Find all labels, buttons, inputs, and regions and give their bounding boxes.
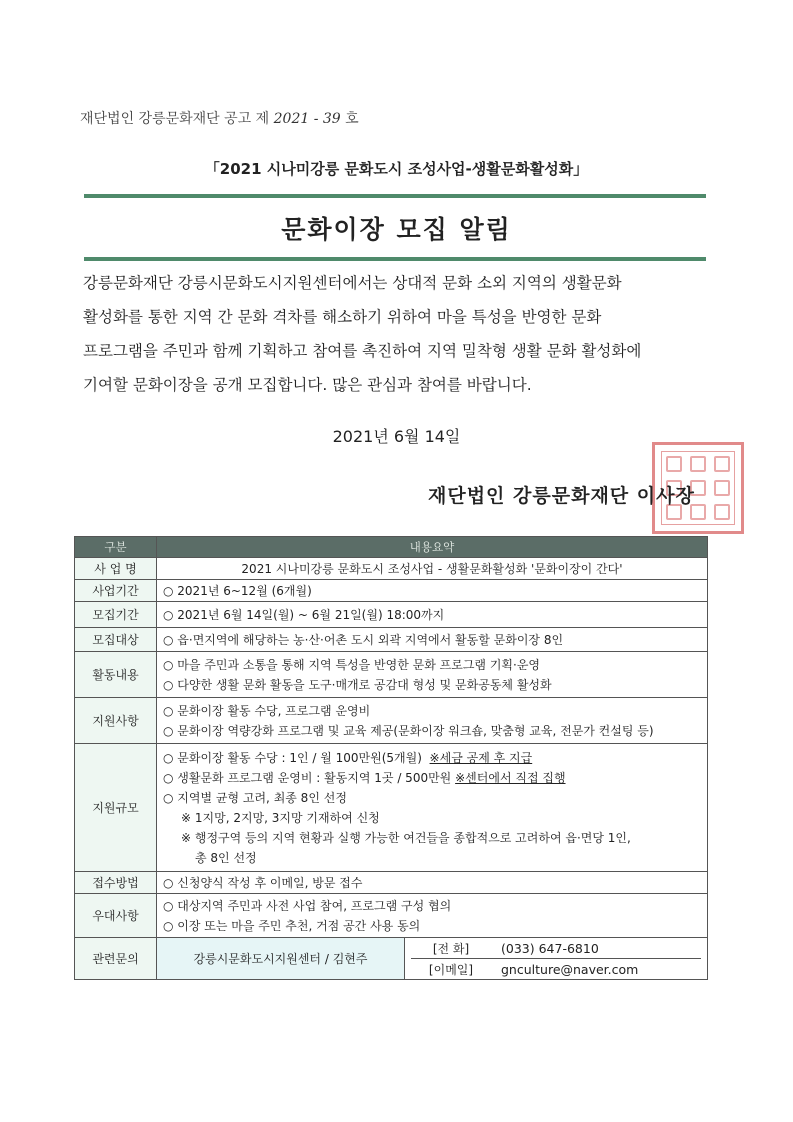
document-title: 문화이장 모집 알림 [281,215,512,244]
email-value: gnculture@naver.com [501,961,639,977]
row-value: ○ 읍·면지역에 해당하는 농·산·어촌 도시 외곽 지역에서 활동할 문화이장 8인 [157,628,708,652]
row-line: ○ 다양한 생활 문화 활동을 도구·매개로 공감대 형성 및 문화공동체 활성화 [163,677,552,692]
body-line: 프로그램을 주민과 함께 기획하고 참여를 촉진하여 지역 밀착형 생활 문화 활성화에 [83,342,642,360]
table-row [75,602,708,628]
body-line: 기여할 문화이장을 공개 모집합니다. 많은 관심과 참여를 바랍니다. [83,376,532,394]
table-row-contact [75,938,708,980]
row-line: ○ 문화이장 역량강화 프로그램 및 교육 제공(문화이장 워크숍, 맞춤형 교육, 전문가 컨설팅 등) [163,723,654,738]
title-rule-top [84,194,706,198]
row-label: 관련문의 [75,938,157,980]
notice-prefix: 재단법인 강릉문화재단 공고 제 [80,111,270,127]
table-row [75,872,708,894]
table-row [75,744,708,872]
row-line: ※ 1지망, 2지망, 3지망 기재하여 신청 [181,810,380,825]
row-label: 활동내용 [75,652,157,698]
row-line: ○ 대상지역 주민과 사전 사업 참여, 프로그램 구성 협의 [163,898,452,913]
body-line: 강릉문화재단 강릉시문화도시지원센터에서는 상대적 문화 소외 지역의 생활문화 [83,274,622,292]
notice-suffix: 호 [345,111,359,127]
row-value: ○ 2021년 6월 14일(월) ~ 6월 21일(월) 18:00까지 [157,602,708,628]
row-line: ○ 마을 주민과 소통을 통해 지역 특성을 반영한 문화 프로그램 기획·운영 [163,657,541,672]
row-label: 지원사항 [75,698,157,744]
table-row [75,580,708,602]
body-line: 활성화를 통한 지역 간 문화 격차를 해소하기 위하여 마을 특성을 반영한 문화 [83,308,602,326]
row-label: 접수방법 [75,872,157,894]
table-row [75,698,708,744]
row-value: 2021 시나미강릉 문화도시 조성사업 - 생활문화활성화 '문화이장이 간다' [157,558,708,580]
notice-date: 2021년 6월 14일 [332,427,461,446]
body-paragraph [83,266,723,402]
row-line: ※ 행정구역 등의 지역 현황과 실행 가능한 여건들을 종합적으로 고려하여 읍·면당 1인, [181,830,631,845]
table-row [75,558,708,580]
scale-line-note: ※세금 공제 후 지급 [429,750,533,765]
phone-value: (033) 647-6810 [501,940,599,956]
row-label: 지원규모 [75,744,157,872]
row-label: 사 업 명 [75,558,157,580]
email-key: [이메일] [428,962,474,977]
row-label: 모집대상 [75,628,157,652]
row-value: ○ 신청양식 작성 후 이메일, 방문 접수 [157,872,708,894]
contact-info [405,938,708,980]
row-label: 사업기간 [75,580,157,602]
row-value [157,652,708,698]
row-line: ○ 이장 또는 마을 주민 추천, 거점 공간 사용 동의 [163,918,421,933]
header-category: 구분 [75,537,157,558]
table-row [75,652,708,698]
row-line: ○ 문화이장 활동 수당, 프로그램 운영비 [163,703,371,718]
document-subtitle: 「2021 시나미강릉 문화도시 조성사업-생활문화활성화」 [204,160,589,178]
row-line: 총 8인 선정 [195,850,257,865]
row-label: 우대사항 [75,894,157,938]
scale-line-text: ○ 생활문화 프로그램 운영비 : 활동지역 1곳 / 500만원 [163,770,452,785]
row-value [157,894,708,938]
row-line: ○ 지역별 균형 고려, 최종 8인 선정 [163,790,347,805]
row-value [157,698,708,744]
notice-number [80,108,359,128]
row-value: ○ 2021년 6~12월 (6개월) [157,580,708,602]
header-summary: 내용요약 [157,537,708,558]
scale-line-text: ○ 문화이장 활동 수당 : 1인 / 월 100만원(5개월) [163,750,422,765]
summary-table [74,536,708,980]
row-label: 모집기간 [75,602,157,628]
row-line [163,748,701,768]
notice-number-value: 2021 - 39 [273,111,341,127]
table-row [75,894,708,938]
table-header-row [75,537,708,558]
title-rule-bottom [84,257,706,261]
contact-name: 강릉시문화도시지원센터 / 김현주 [157,938,405,980]
row-value [157,744,708,872]
signature-line: 재단법인 강릉문화재단 이사장 [428,485,695,507]
scale-line-note: ※센터에서 직접 집행 [455,770,566,785]
table-row [75,628,708,652]
phone-key: [전 화] [432,941,470,956]
row-line [163,768,701,788]
